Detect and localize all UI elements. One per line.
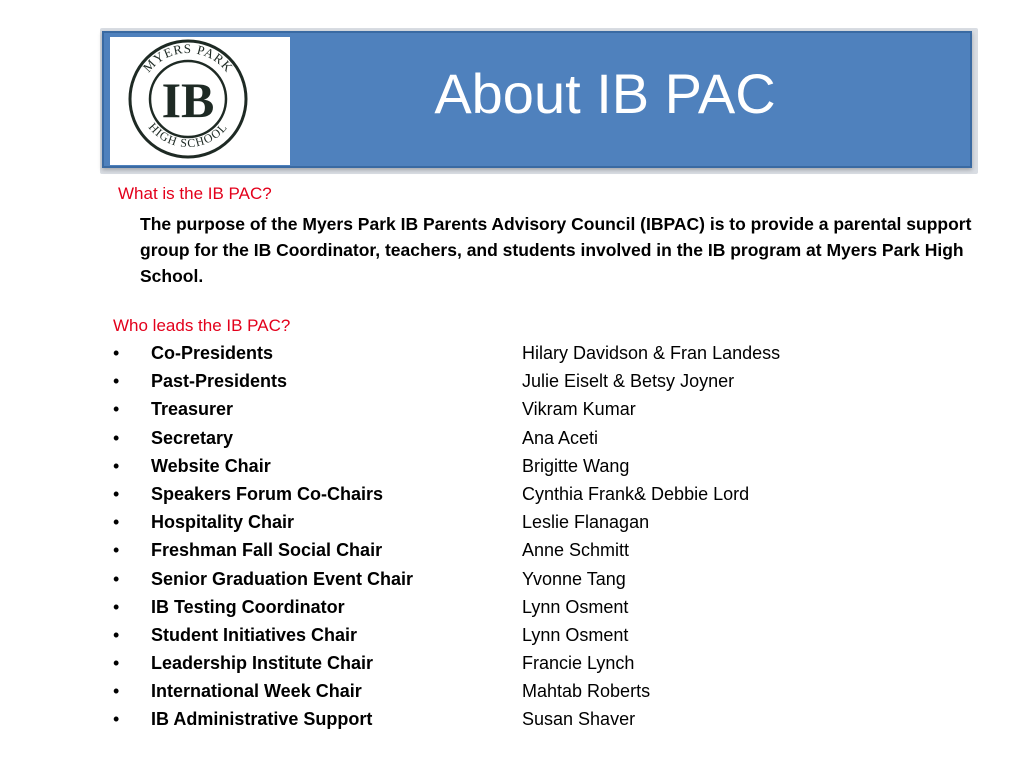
officer-role: Leadership Institute Chair [151, 653, 374, 674]
officer-role: IB Administrative Support [151, 709, 373, 730]
svg-text:IB: IB [161, 72, 215, 128]
officer-row [113, 707, 993, 735]
officer-name: Francie Lynch [522, 653, 635, 674]
bullet-icon: • [113, 681, 120, 702]
bullet-icon: • [113, 512, 120, 533]
bullet-icon: • [113, 540, 120, 561]
officer-role: Secretary [151, 427, 234, 448]
officer-row [113, 341, 993, 369]
officer-row [113, 567, 993, 595]
svg-text:HIGH SCHOOL: HIGH SCHOOL [145, 119, 231, 151]
seal-icon [110, 37, 290, 165]
officer-row [113, 454, 993, 482]
officer-row [113, 369, 993, 397]
leadership-heading: Who leads the IB PAC? [113, 316, 291, 335]
officer-name: Vikram Kumar [522, 399, 636, 420]
officer-name: Hilary Davidson & Fran Landess [522, 343, 781, 363]
page-title: About IB PAC [434, 62, 776, 125]
officer-name: Lynn Osment [522, 624, 629, 645]
officer-name: Julie Eiselt & Betsy Joyner [522, 371, 735, 392]
officer-name: Lynn Osment [522, 596, 629, 617]
officer-row [113, 651, 993, 679]
officer-role: Student Initiatives Chair [151, 624, 358, 645]
bullet-icon: • [113, 624, 120, 645]
bullet-icon: • [113, 653, 120, 674]
officer-role: International Week Chair [151, 681, 362, 702]
officer-name: Mahtab Roberts [522, 681, 651, 702]
intro-heading: What is the IB PAC? [118, 184, 272, 203]
officer-row [113, 510, 993, 538]
officer-name: Susan Shaver [522, 709, 636, 730]
officer-role: Hospitality Chair [151, 512, 295, 533]
officer-row [113, 538, 993, 566]
bullet-icon: • [113, 455, 120, 476]
officer-role: Website Chair [151, 455, 271, 476]
officer-row [113, 623, 993, 651]
officer-role: Freshman Fall Social Chair [151, 540, 383, 561]
officer-role: Treasurer [151, 399, 234, 420]
bullet-icon: • [113, 596, 120, 617]
officer-role: Speakers Forum Co-Chairs [151, 483, 384, 504]
officer-name: Cynthia Frank& Debbie Lord [522, 483, 750, 504]
officer-list [113, 341, 993, 736]
officer-role: Co-Presidents [151, 343, 274, 363]
bullet-icon: • [113, 568, 120, 589]
bullet-icon: • [113, 399, 120, 420]
bullet-icon: • [113, 709, 120, 730]
officer-row [113, 426, 993, 454]
bullet-icon: • [113, 343, 120, 363]
officer-row [113, 679, 993, 707]
svg-text:MYERS PARK: MYERS PARK [139, 40, 237, 76]
bullet-icon: • [113, 427, 120, 448]
officer-row [113, 482, 993, 510]
intro-paragraph: The purpose of the Myers Park IB Parents Advisory Council (IBPAC) is to provide a parental support group for the IB Coordinator, teachers, and students involved in the IB program at Myers Park High School. [140, 214, 972, 286]
officer-row [113, 397, 993, 425]
officer-role: IB Testing Coordinator [151, 596, 345, 617]
officer-name: Leslie Flanagan [522, 512, 650, 533]
officer-row [113, 595, 993, 623]
bullet-icon: • [113, 371, 120, 392]
officer-role: Senior Graduation Event Chair [151, 568, 414, 589]
officer-name: Brigitte Wang [522, 455, 630, 476]
bullet-icon: • [113, 483, 120, 504]
officer-name: Ana Aceti [522, 427, 599, 448]
officer-name: Yvonne Tang [522, 568, 626, 589]
school-logo [110, 37, 290, 165]
officer-name: Anne Schmitt [522, 540, 630, 561]
officer-role: Past-Presidents [151, 371, 288, 392]
